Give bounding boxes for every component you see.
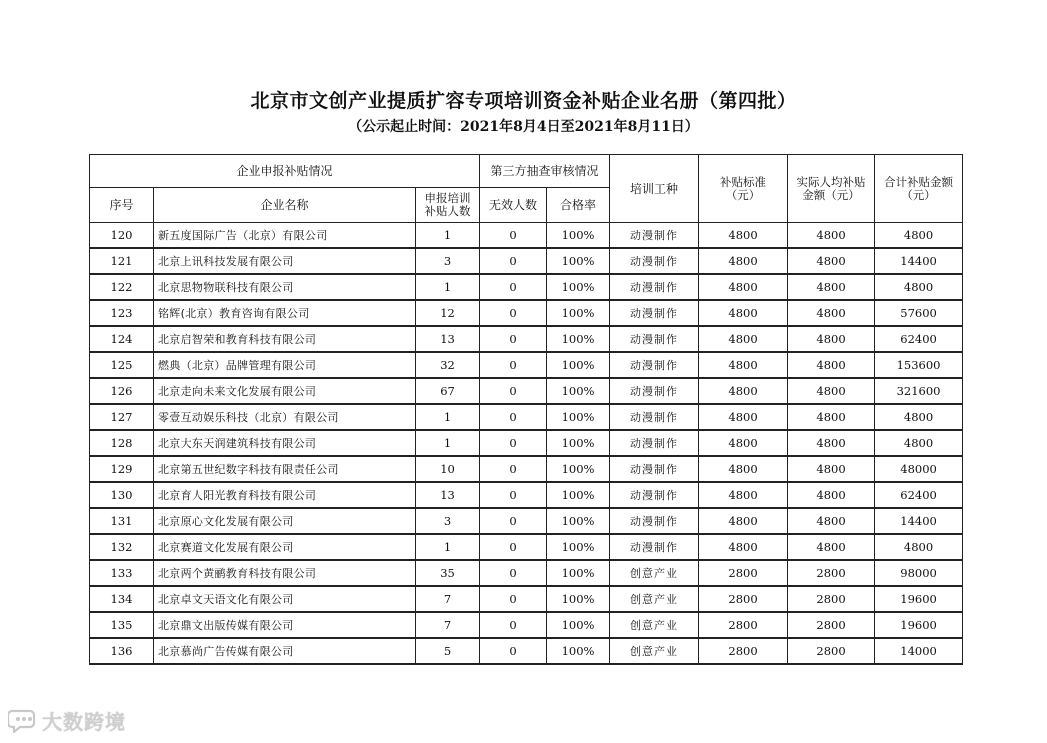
cell-pass-rate: 100%	[547, 456, 610, 482]
cell-applicants: 3	[416, 248, 480, 274]
cell-applicants: 13	[416, 482, 480, 508]
cell-pass-rate: 100%	[547, 560, 610, 586]
cell-invalid: 0	[480, 248, 547, 274]
cell-standard: 4800	[699, 326, 788, 352]
cell-seq: 123	[90, 300, 154, 326]
cell-standard: 2800	[699, 638, 788, 664]
cell-training-type: 动漫制作	[610, 223, 699, 249]
cell-seq: 126	[90, 378, 154, 404]
cell-total: 57600	[875, 300, 963, 326]
cell-company-name: 北京育人阳光教育科技有限公司	[154, 482, 416, 508]
cell-training-type: 动漫制作	[610, 274, 699, 300]
cell-pass-rate: 100%	[547, 404, 610, 430]
cell-pass-rate: 100%	[547, 223, 610, 249]
cell-training-type: 创意产业	[610, 586, 699, 612]
cell-invalid: 0	[480, 430, 547, 456]
subsidy-table	[89, 154, 963, 665]
cell-pass-rate: 100%	[547, 248, 610, 274]
cell-applicants: 1	[416, 404, 480, 430]
header-standard: 补贴标准（元）	[699, 155, 788, 223]
cell-applicants: 1	[416, 274, 480, 300]
header-total: 合计补贴金额（元）	[875, 155, 963, 223]
cell-total: 14400	[875, 248, 963, 274]
cell-company-name: 北京思物物联科技有限公司	[154, 274, 416, 300]
table-row	[90, 586, 963, 612]
cell-standard: 4800	[699, 223, 788, 249]
cell-applicants: 10	[416, 456, 480, 482]
cell-standard: 4800	[699, 456, 788, 482]
cell-applicants: 7	[416, 612, 480, 638]
cell-training-type: 动漫制作	[610, 326, 699, 352]
cell-pass-rate: 100%	[547, 612, 610, 638]
cell-seq: 120	[90, 223, 154, 249]
cell-training-type: 动漫制作	[610, 300, 699, 326]
header-pass-rate: 合格率	[547, 188, 610, 223]
cell-applicants: 1	[416, 534, 480, 560]
header-company-name: 企业名称	[154, 188, 416, 223]
cell-actual-per-person: 4800	[788, 534, 875, 560]
cell-seq: 125	[90, 352, 154, 378]
cell-pass-rate: 100%	[547, 300, 610, 326]
cell-invalid: 0	[480, 638, 547, 664]
cell-invalid: 0	[480, 560, 547, 586]
cell-company-name: 北京鼎文出版传媒有限公司	[154, 612, 416, 638]
cell-training-type: 动漫制作	[610, 482, 699, 508]
cell-actual-per-person: 4800	[788, 300, 875, 326]
cell-company-name: 北京上讯科技发展有限公司	[154, 248, 416, 274]
cell-seq: 135	[90, 612, 154, 638]
cell-applicants: 7	[416, 586, 480, 612]
cell-pass-rate: 100%	[547, 508, 610, 534]
cell-actual-per-person: 2800	[788, 638, 875, 664]
cell-seq: 121	[90, 248, 154, 274]
cell-total: 19600	[875, 586, 963, 612]
cell-seq: 127	[90, 404, 154, 430]
table-row	[90, 352, 963, 378]
cell-training-type: 动漫制作	[610, 352, 699, 378]
cell-invalid: 0	[480, 404, 547, 430]
cell-standard: 4800	[699, 482, 788, 508]
watermark-text: 大数跨境	[42, 709, 126, 734]
cell-training-type: 动漫制作	[610, 456, 699, 482]
cell-invalid: 0	[480, 352, 547, 378]
cell-actual-per-person: 2800	[788, 560, 875, 586]
cell-total: 48000	[875, 456, 963, 482]
cell-seq: 131	[90, 508, 154, 534]
cell-total: 19600	[875, 612, 963, 638]
cell-seq: 124	[90, 326, 154, 352]
cell-total: 4800	[875, 404, 963, 430]
cell-applicants: 67	[416, 378, 480, 404]
cell-applicants: 1	[416, 223, 480, 249]
cell-standard: 4800	[699, 300, 788, 326]
cell-actual-per-person: 4800	[788, 223, 875, 249]
table-row	[90, 482, 963, 508]
table-row	[90, 534, 963, 560]
table-row	[90, 274, 963, 300]
cell-training-type: 创意产业	[610, 560, 699, 586]
cell-standard: 4800	[699, 430, 788, 456]
cell-actual-per-person: 4800	[788, 456, 875, 482]
cell-seq: 134	[90, 586, 154, 612]
cell-training-type: 动漫制作	[610, 404, 699, 430]
cell-company-name: 零壹互动娱乐科技（北京）有限公司	[154, 404, 416, 430]
header-enterprise-info: 企业申报补贴情况	[90, 155, 480, 188]
cell-seq: 128	[90, 430, 154, 456]
cell-total: 4800	[875, 534, 963, 560]
header-invalid: 无效人数	[480, 188, 547, 223]
cell-company-name: 北京两个黄鹂教育科技有限公司	[154, 560, 416, 586]
cell-company-name: 北京走向未来文化发展有限公司	[154, 378, 416, 404]
cell-total: 4800	[875, 430, 963, 456]
cell-actual-per-person: 2800	[788, 612, 875, 638]
cell-invalid: 0	[480, 300, 547, 326]
cell-company-name: 新五度国际广告（北京）有限公司	[154, 223, 416, 249]
cell-actual-per-person: 4800	[788, 508, 875, 534]
cell-company-name: 北京卓文天语文化有限公司	[154, 586, 416, 612]
cell-company-name: 北京大东天润建筑科技有限公司	[154, 430, 416, 456]
header-actual-per-person: 实际人均补贴金额（元）	[788, 155, 875, 223]
chat-bubble-logo-icon	[8, 707, 38, 733]
cell-total: 4800	[875, 274, 963, 300]
cell-invalid: 0	[480, 534, 547, 560]
cell-pass-rate: 100%	[547, 352, 610, 378]
cell-company-name: 北京启智荣和教育科技有限公司	[154, 326, 416, 352]
cell-training-type: 动漫制作	[610, 508, 699, 534]
cell-standard: 4800	[699, 404, 788, 430]
cell-actual-per-person: 2800	[788, 586, 875, 612]
cell-pass-rate: 100%	[547, 638, 610, 664]
cell-actual-per-person: 4800	[788, 404, 875, 430]
cell-invalid: 0	[480, 456, 547, 482]
cell-standard: 4800	[699, 378, 788, 404]
cell-standard: 2800	[699, 586, 788, 612]
table-row	[90, 404, 963, 430]
cell-training-type: 动漫制作	[610, 378, 699, 404]
watermark	[8, 707, 126, 733]
table-row	[90, 248, 963, 274]
header-applicants: 申报培训补贴人数	[416, 188, 480, 223]
cell-actual-per-person: 4800	[788, 482, 875, 508]
cell-invalid: 0	[480, 612, 547, 638]
cell-invalid: 0	[480, 378, 547, 404]
document-title: 北京市文创产业提质扩容专项培训资金补贴企业名册（第四批）	[250, 90, 797, 112]
cell-total: 321600	[875, 378, 963, 404]
cell-standard: 2800	[699, 560, 788, 586]
cell-seq: 133	[90, 560, 154, 586]
cell-training-type: 动漫制作	[610, 534, 699, 560]
cell-invalid: 0	[480, 508, 547, 534]
cell-applicants: 12	[416, 300, 480, 326]
table-body	[90, 223, 963, 665]
document-subtitle: （公示起止时间：2021年8月4日至2021年8月11日）	[348, 119, 699, 135]
cell-company-name: 北京赛道文化发展有限公司	[154, 534, 416, 560]
cell-company-name: 铭辉(北京）教育咨询有限公司	[154, 300, 416, 326]
cell-total: 4800	[875, 223, 963, 249]
cell-pass-rate: 100%	[547, 482, 610, 508]
cell-training-type: 创意产业	[610, 638, 699, 664]
cell-pass-rate: 100%	[547, 586, 610, 612]
cell-actual-per-person: 4800	[788, 378, 875, 404]
cell-total: 153600	[875, 352, 963, 378]
table-row	[90, 378, 963, 404]
cell-invalid: 0	[480, 586, 547, 612]
cell-standard: 4800	[699, 534, 788, 560]
cell-actual-per-person: 4800	[788, 430, 875, 456]
cell-seq: 130	[90, 482, 154, 508]
cell-invalid: 0	[480, 326, 547, 352]
header-training-type: 培训工种	[610, 155, 699, 223]
cell-seq: 136	[90, 638, 154, 664]
cell-total: 62400	[875, 482, 963, 508]
cell-pass-rate: 100%	[547, 274, 610, 300]
cell-applicants: 1	[416, 430, 480, 456]
table-row	[90, 300, 963, 326]
cell-pass-rate: 100%	[547, 326, 610, 352]
cell-applicants: 5	[416, 638, 480, 664]
cell-invalid: 0	[480, 482, 547, 508]
cell-standard: 4800	[699, 508, 788, 534]
cell-total: 98000	[875, 560, 963, 586]
table-row	[90, 560, 963, 586]
cell-actual-per-person: 4800	[788, 326, 875, 352]
cell-invalid: 0	[480, 274, 547, 300]
cell-standard: 4800	[699, 248, 788, 274]
header-seq: 序号	[90, 188, 154, 223]
table-row	[90, 508, 963, 534]
header-row-group	[90, 155, 963, 188]
cell-total: 14400	[875, 508, 963, 534]
table-row	[90, 326, 963, 352]
table-row	[90, 456, 963, 482]
table-row	[90, 223, 963, 249]
cell-standard: 2800	[699, 612, 788, 638]
cell-invalid: 0	[480, 223, 547, 249]
header-third-party-audit: 第三方抽查审核情况	[480, 155, 610, 188]
cell-seq: 132	[90, 534, 154, 560]
table-row	[90, 612, 963, 638]
cell-company-name: 燃典（北京）品牌管理有限公司	[154, 352, 416, 378]
cell-applicants: 3	[416, 508, 480, 534]
cell-total: 62400	[875, 326, 963, 352]
table-row	[90, 638, 963, 664]
cell-applicants: 35	[416, 560, 480, 586]
cell-company-name: 北京原心文化发展有限公司	[154, 508, 416, 534]
cell-pass-rate: 100%	[547, 534, 610, 560]
cell-applicants: 32	[416, 352, 480, 378]
cell-total: 14000	[875, 638, 963, 664]
cell-seq: 129	[90, 456, 154, 482]
cell-training-type: 动漫制作	[610, 248, 699, 274]
cell-pass-rate: 100%	[547, 378, 610, 404]
cell-training-type: 动漫制作	[610, 430, 699, 456]
cell-training-type: 创意产业	[610, 612, 699, 638]
cell-seq: 122	[90, 274, 154, 300]
cell-standard: 4800	[699, 352, 788, 378]
cell-pass-rate: 100%	[547, 430, 610, 456]
cell-actual-per-person: 4800	[788, 248, 875, 274]
cell-company-name: 北京第五世纪数字科技有限责任公司	[154, 456, 416, 482]
cell-actual-per-person: 4800	[788, 352, 875, 378]
cell-applicants: 13	[416, 326, 480, 352]
cell-company-name: 北京慕尚广告传媒有限公司	[154, 638, 416, 664]
cell-actual-per-person: 4800	[788, 274, 875, 300]
cell-standard: 4800	[699, 274, 788, 300]
table-row	[90, 430, 963, 456]
